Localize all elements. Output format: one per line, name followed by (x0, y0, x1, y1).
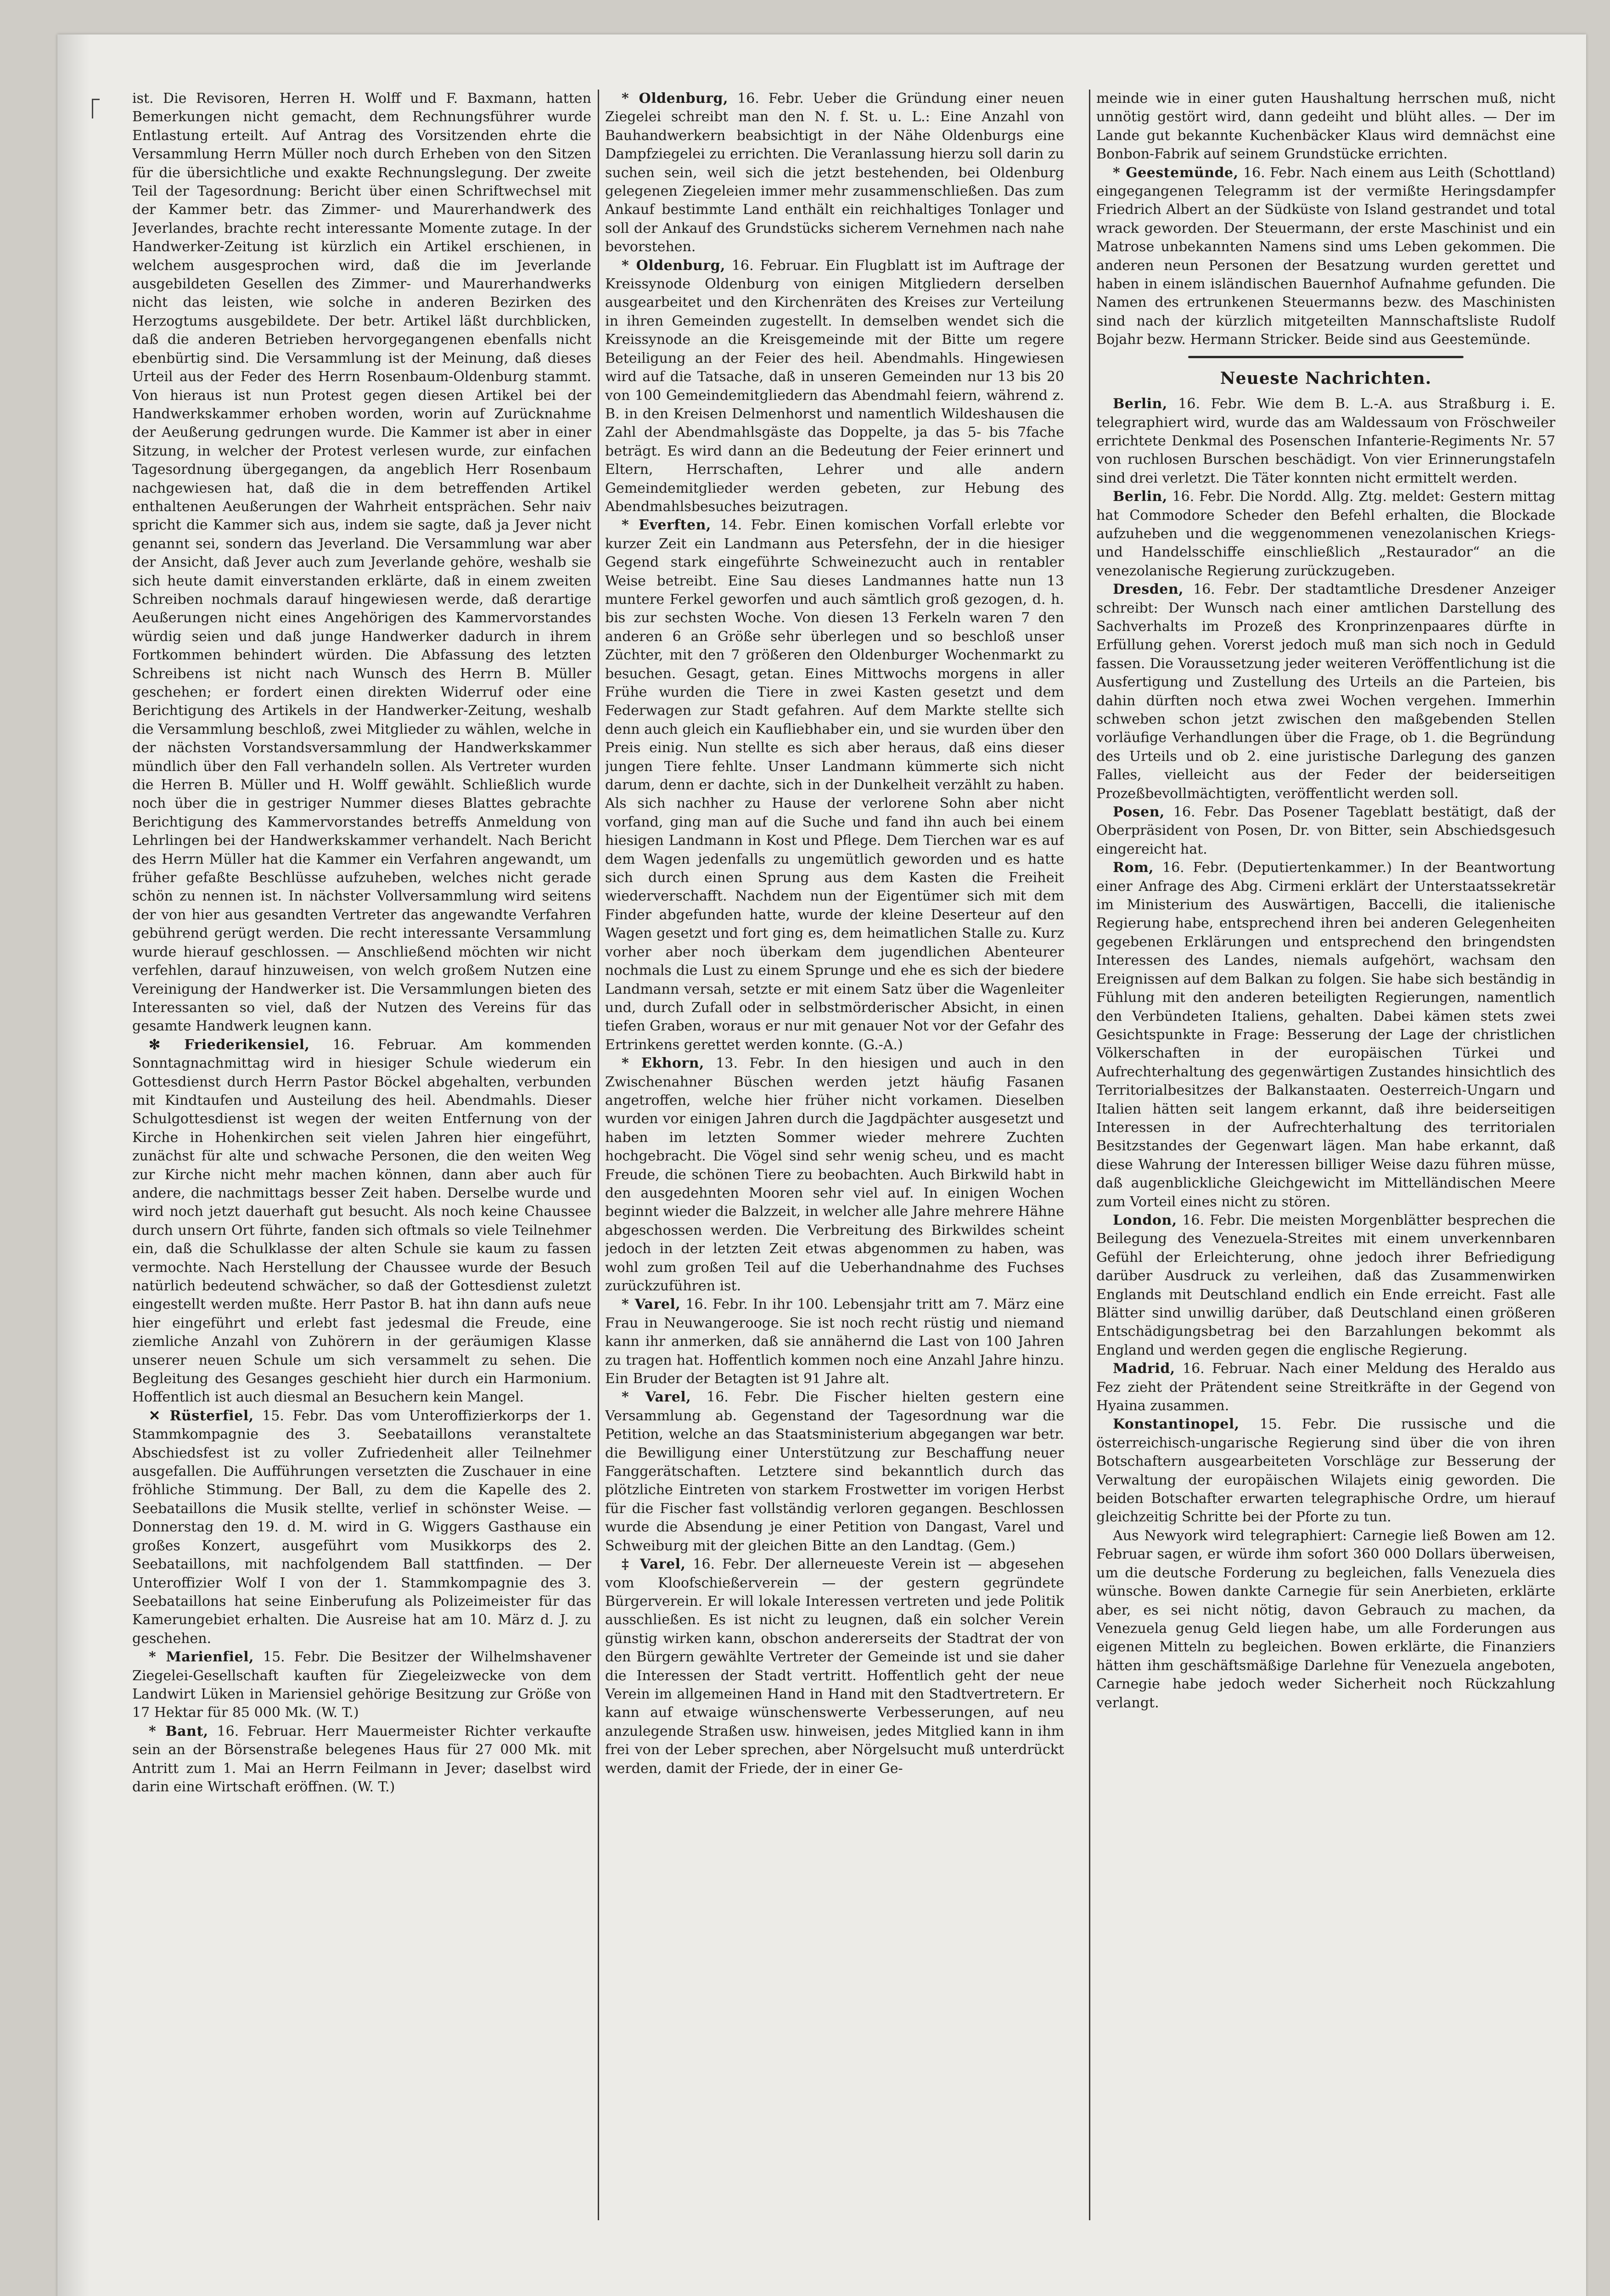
article-body: 14. Febr. Einen komischen Vorfall erlebte vor kurzer Zeit ein Landmann aus Petersfehn, der in die hiesiger Gegend stark eingeführte Schweinezucht auch in rentabler Weise betreibt. Eine Sau dieses Landmannes hatte nun 13 muntere Ferkel geworfen und auch sämtlich groß gezogen, d. h. bis zur sechsten Woche. Von diesen 13 Ferkeln waren 7 den anderen 6 an Größe sehr überlegen und so beschloß unser Züchter, mit den 7 größeren den Oldenburger Wochenmarkt zu besuchen. Gesagt, getan. Eines Mittwochs morgens in aller Frühe wurden die Tiere in zwei Kasten gesetzt und dem Federwagen zur Stadt gefahren. Auf dem Markte stellte sich denn auch gleich ein Kaufliebhaber ein, und sie wurden über den Preis einig. Nun stellte es sich aber heraus, daß eins dieser jungen Tiere fehlte. Unser Landmann kümmerte sich nicht darum, denn er dachte, sich in der Dunkelheit verzählt zu haben. Als sich nachher zu Hause der verlorene Sohn aber nicht vorfand, ging man auf die Suche und fand ihn auch bei einem hiesigen Landmann in Kost und Pflege. Dem Tierchen war es auf dem Wagen jedenfalls zu ungemütlich geworden und es hatte sich durch einen Sprung aus dem Kasten die Freiheit wiederverschafft. Nachdem nun der Eigentümer sich mit dem Finder abgefunden hatte, wurde der kleine Deserteur auf den Wagen gesetzt und fort ging es, dem heimatlichen Stalle zu. Kurz vorher aber noch überkam dem jugendlichen Abenteurer nochmals die Lust zu einem Sprunge und ehe es sich der biedere Landmann versah, setzte er mit einem Satz über die Wagenleiter und, durch Zufall oder in selbstmörderischer Absicht, in einen tiefen Graben, woraus er nur mit genauer Not vor der Gefahr des Ertrinkens gerettet werden konnte. (G.-A.) (605, 517, 1064, 1053)
article-body: 16. Febr. Die Fischer hielten gestern eine Versammlung ab. Gegenstand der Tagesordnung war die Petition, welche an das Staatsministerium abgegangen war betr. die Bewilligung einer Unterstützung zur Beschaffung neuer Fanggerätschaften. Letztere sind bekanntlich durch das plötzliche Eintreten von starkem Frostwetter im vorigen Herbst für die Fischer fast vollständig verloren gegangen. Beschlossen wurde die Absendung je einer Petition von Dangast, Varel und Schweiburg mit der gleichen Bitte an den Landtag. (Gem.) (605, 1389, 1064, 1554)
article-body: 16. Febr. Wie dem B. L.-A. aus Straßburg i. E. telegraphiert wird, wurde das am Waldessaum von Fröschweiler errichtete Denkmal des Posenschen Infanterie-Regiments Nr. 57 von ruchlosen Burschen beschädigt. Von vier Erinnerungstafeln sind drei verletzt. Die Täter konnten nicht ermittelt werden. (1096, 396, 1555, 486)
article-dateline: * Varel, (622, 1389, 691, 1406)
article-body: 16. Februar. Nach einer Meldung des Heraldo aus Fez zieht der Prätendent seine Streitkräfte in der Gegend von Hyaina zusammen. (1096, 1361, 1555, 1414)
article-paragraph (605, 1054, 1064, 1295)
article-paragraph (605, 257, 1064, 517)
article-paragraph (132, 1722, 591, 1797)
article-paragraph (1096, 580, 1555, 803)
article-dateline: * Marienfiel, (149, 1649, 254, 1666)
section-separator (1188, 356, 1464, 358)
article-paragraph (1096, 1415, 1555, 1526)
article-paragraph (605, 516, 1064, 1054)
article-dateline: * Oldenburg, (622, 257, 725, 274)
article-paragraph (132, 1648, 591, 1722)
article-paragraph (605, 1295, 1064, 1388)
crop-mark (92, 99, 100, 118)
article-body: 16. Febr. Nach einem aus Leith (Schottland) eingegangenen Telegramm ist der vermißte Heringsdampfer Friedrich Albert an der Südküste von Island gestrandet und total wrack geworden. Der Steuermann, der erste Maschinist und ein Matrose unbekannten Namens sind ums Leben gekommen. Die anderen neun Personen der Besatzung wurden gerettet und haben in einem isländischen Bauernhof Aufnahme gefunden. Die Namen des ertrunkenen Steuermanns bezw. des Maschinisten sind nach der kürzlich mitgeteilten Mannschaftsliste Rudolf Bojahr bezw. Hermann Stricker. Beide sind aus Geestemünde. (1096, 164, 1555, 348)
article-dateline: Dresden, (1113, 581, 1184, 598)
article-paragraph (605, 90, 1064, 257)
article-body: 16. Febr. Das Posener Tageblatt bestätigt, daß der Oberpräsident von Posen, Dr. von Bitter, sein Abschiedsgesuch eingereicht hat. (1096, 804, 1555, 857)
article-paragraph (132, 1407, 591, 1648)
article-body: 15. Febr. Die russische und die österreichisch-ungarische Regierung sind über die von ihren Botschaftern ausgearbeiteten Vorschläge zur Besserung der Verwaltung der europäischen Wilajets einig geworden. Die beiden Botschafter erwarten telegraphische Ordre, um hierauf gleichzeitig Schritte bei der Pforte zu tun. (1096, 1416, 1555, 1525)
article-body: 16. Februar. Ein Flugblatt ist im Auftrage der Kreissynode Oldenburg von einigen Mitgliedern derselben ausgearbeitet und den Kirchenräten des Kreises zur Verteilung in ihren Gemeinden zugestellt. In demselben wendet sich die Kreissynode an die Kreisgemeinde mit der Bitte um regere Beteiligung an der Feier des heil. Abendmahls. Hingewiesen wird auf die Tatsache, daß in unseren Gemeinden nur 13 bis 20 von 100 Gemeindemitgliedern das Abendmahl feiern, während z. B. in den Kreisen Delmenhorst und namentlich Wildeshausen die Zahl der Abendmahlsgäste das Doppelte, ja das 5- bis 7fache beträgt. Es wird dann an die Bedeutung der Feier erinnert und Eltern, Herrschaften, Lehrer und alle andern Gemeindemitglieder werden gebeten, zur Hebung des Abendmahlsbesuches beizutragen. (605, 257, 1064, 515)
article-body: 16. Febr. In ihr 100. Lebensjahr tritt am 7. März eine Frau in Neuwangerooge. Sie ist noch recht rüstig und niemand kann ihr anmerken, daß sie annähernd die Last von 100 Jahren zu tragen hat. Hoffentlich kommen noch eine Anzahl Jahre hinzu. Ein Bruder der Betagten ist 91 Jahre alt. (605, 1296, 1064, 1387)
article-dateline: * Bant, (149, 1723, 208, 1739)
article-body: 16. Februar. Am kommenden Sonntagnachmittag wird in hiesiger Schule wiederum ein Gottesdienst durch Herrn Pastor Böckel abgehalten, verbunden mit Kindtaufen und Austeilung des heil. Abendmahls. Dieser Schulgottesdienst ist wegen der weiten Entfernung von der Kirche in Hohenkirchen seit vielen Jahren hier eingeführt, zunächst für alte und schwache Personen, die den weiten Weg zur Kirche nicht mehr machen können, dann aber auch für andere, die nachmittags besser Zeit haben. Derselbe wurde und wird noch jetzt dauerhaft gut besucht. Als noch keine Chaussee durch unsern Ort führte, fanden sich oftmals so viele Teilnehmer ein, daß die Schulklasse der alten Schule sie kaum zu fassen vermochte. Nach Herstellung der Chaussee wurde der Besuch natürlich bedeutend schwächer, so daß der Gottesdienst zuletzt eingestellt werden mußte. Herr Pastor B. hat ihn dann aufs neue hier eingeführt und erlebt fast jedesmal die Freude, eine ziemliche Anzahl von Zuhörern in der geräumigen Klasse unserer neuen Schule um sich versammelt zu sehen. Die Begleitung des Gesanges geschieht hier durch ein Harmonium. Hoffentlich ist auch diesmal an Besuchern kein Mangel. (132, 1036, 591, 1406)
article-paragraph (1096, 395, 1555, 488)
article-dateline: * Oldenburg, (622, 90, 729, 107)
article-dateline: Berlin, (1113, 396, 1167, 412)
article-body: meinde wie in einer guten Haushaltung herrschen muß, nicht unnötig gestört wird, dann gedeiht und blüht alles. — Der im Lande gut bekannte Kuchenbäcker Klaus wird demnächst eine Bonbon-Fabrik auf seinem Grundstücke errichten. (1096, 90, 1555, 163)
article-body: Aus Newyork wird telegraphiert: Carnegie ließ Bowen am 12. Februar sagen, er würde ihm sofort 360 000 Dollars überweisen, um die deutsche Forderung zu begleichen, falls Venezuela dies wünsche. Bowen dankte Carnegie für sein Anerbieten, erklärte aber, es sei nicht nötig, davon Gebrauch zu machen, da Venezuela genug Geld liegen habe, um alle Forderungen aus eigenen Mitteln zu begleichen. Bowen erklärte, die Finanziers hätten ihm geschäftsmäßige Darlehne für Venezuela angeboten, Carnegie habe jedoch weder Sicherheit noch Rückzahlung verlangt. (1096, 1527, 1555, 1711)
article-paragraph (1096, 164, 1555, 349)
article-paragraph (1096, 1211, 1555, 1360)
article-dateline: London, (1113, 1212, 1177, 1228)
article-dateline: ✕ Rüsterfiel, (149, 1407, 254, 1424)
article-body: ist. Die Revisoren, Herren H. Wolff und F. Baxmann, hatten Bemerkungen nicht gemacht, dem Rechnungsführer wurde Entlastung erteilt. Auf Antrag des Vorsitzenden ehrte die Versammlung Herrn Müller noch durch Erheben von den Sitzen für die übersichtliche und exakte Rechnungslegung. Der zweite Teil der Tagesordnung: Bericht über einen Schriftwechsel mit der Kammer betr. das Zimmer- und Maurerhandwerk des Jeverlandes, brachte recht interessante Momente zutage. In der Handwerker-Zeitung ist kürzlich ein Artikel erschienen, in welchem ausgesprochen wird, daß die im Jeverlande ausgebildeten Gesellen des Zimmer- und Maurerhandwerks nicht das leisten, wie solche in anderen Bezirken des Herzogtums ausgebildete. Der betr. Artikel läßt durchblicken, daß die anderen Betrieben hervorgegangenen ebenfalls nicht ebenbürtig sind. Die Versammlung ist der Meinung, daß dieses Urteil aus der Feder des Herrn Rosenbaum-Oldenburg stammt. Von hieraus ist nun Protest gegen diesen Artikel bei der Handwerkskammer erhoben worden, worin auf Zurücknahme der Aeußerung gedrungen wurde. Die Kammer ist aber in einer Sitzung, in welcher der Protest verlesen wurde, zur einfachen Tagesordnung übergegangen, da angeblich Herr Rosenbaum nachgewiesen hat, daß die in dem betreffenden Artikel enthaltenen Aeußerungen der Wahrheit entsprächen. Sehr naiv spricht die Kammer sich aus, indem sie sagte, daß ja Jever nicht genannt sei, sondern das Jeverland. Die Versammlung war aber der Ansicht, daß Jever auch zum Jeverlande gehöre, weshalb sie sich heute damit einverstanden erklärte, daß in einem zweiten Schreiben nochmals darauf hingewiesen werde, daß derartige Aeußerungen nicht eines Angehörigen des Kammervorstandes würdig seien und daß junge Handwerker dadurch in ihrem Fortkommen behindert würden. Die Abfassung des letzten Schreibens ist nicht nach Wunsch des Herrn B. Müller geschehen; er fordert einen direkten Widerruf oder eine Berichtigung des Artikels in der Handwerker-Zeitung, weshalb die Versammlung beschloß, zwei Mitglieder zu wählen, welche in der nächsten Vorstandsversammlung der Handwerkskammer mündlich über den Fall verhandeln sollen. Als Vertreter wurden die Herren B. Müller und H. Wolff gewählt. Schließlich wurde noch über die in gestriger Nummer dieses Blattes gebrachte Berichtigung des Kammervorstandes betreffs Anmeldung von Lehrlingen bei der Handwerkskammer verhandelt. Nach Bericht des Herrn Müller hat die Kammer ein Verfahren angewandt, um früher gefaßte Beschlüsse aufzuheben, welches nicht gerade schön zu nennen ist. In nächster Vollversammlung wird seitens der von hier aus gesandten Vertreter das angewandte Verfahren gebührend gerügt werden. Die recht interessante Versammlung wurde hierauf geschlossen. — Anschließend möchten wir nicht verfehlen, darauf hinzuweisen, von welch großem Nutzen eine Vereinigung der Handwerker ist. Die Versammlungen bieten des Interessanten so viel, daß der Nutzen des Vereins für das gesamte Handwerk leugnen kann. (132, 90, 591, 1035)
article-body: 16. Febr. Der allerneueste Verein ist — abgesehen vom Kloofschießerverein — der gestern gegründete Bürgerverein. Er will lokale Interessen vertreten und jede Politik ausschließen. Es ist nicht zu leugnen, daß ein solcher Verein günstig wirken kann, obschon andererseits der Stadtrat der von den Bürgern gewählte Vertreter der Gemeinde ist und sie daher die Interessen der Stadt vertritt. Hoffentlich geht der neue Verein im allgemeinen Hand in Hand mit den Stadtvertretern. Er kann auf etwaige wünschenswerte Verbesserungen, auf neu anzulegende Straßen usw. hinweisen, jedes Mitglied kann in ihm frei von der Leber sprechen, aber Nörgelsucht muß unterdrückt werden, damit der Friede, der in einer Ge- (605, 1556, 1064, 1777)
article-body: 16. Febr. Die Nordd. Allg. Ztg. meldet: Gestern mittag hat Commodore Scheder den Befehl erhalten, die Blockade aufzuheben und die weggenommenen venezolanischen Kriegs- und Handelsschiffe einschließlich „Restaurador“ an die venezolanische Regierung zurückzugeben. (1096, 489, 1555, 579)
article-dateline: * Geestemünde, (1113, 164, 1239, 181)
article-paragraph (1096, 803, 1555, 859)
page-gutter-shadow (57, 34, 90, 2296)
article-paragraph (605, 1388, 1064, 1555)
article-paragraph (605, 1555, 1064, 1778)
article-dateline: Rom, (1113, 860, 1154, 876)
article-paragraph (132, 90, 591, 1036)
article-dateline: Konstantinopel, (1113, 1416, 1240, 1433)
article-dateline: * Ekhorn, (622, 1055, 704, 1072)
article-dateline: Berlin, (1113, 489, 1167, 505)
article-dateline: ‡ Varel, (622, 1556, 686, 1573)
column-rule (1089, 90, 1090, 2220)
article-dateline: * Varel, (622, 1296, 681, 1313)
article-paragraph (1096, 90, 1555, 164)
column-rule (598, 90, 599, 2220)
section-heading: Neueste Nachrichten. (1220, 368, 1432, 388)
article-body: 16. Febr. Ueber die Gründung einer neuen Ziegelei schreibt man den N. f. St. u. L.: Eine Anzahl von Bauhandwerkern beabsichtigt in der Nähe Oldenburgs eine Dampfziegelei zu errichten. Die Veranlassung hierzu soll darin zu suchen sein, weil sich die jetzt bestehenden, bei Oldenburg gelegenen Ziegeleien immer mehr zusammenschließen. Das zum Ankauf bestimmte Land enthält ein reichhaltiges Tonlager und soll der Ankauf des Grundstücks sicherem Vernehmen nach nahe bevorstehen. (605, 90, 1064, 255)
text-column-1 (132, 90, 591, 2211)
text-column-3 (1096, 90, 1555, 2211)
article-dateline: * Everften, (622, 517, 711, 534)
article-body: 16. Februar. Herr Mauermeister Richter verkaufte sein an der Börsenstraße belegenes Haus für 27 000 Mk. mit Antritt zum 1. Mai an Herrn Feilmann in Jever; daselbst wird darin eine Wirtschaft eröffnen. (W. T.) (132, 1723, 591, 1795)
article-body: 16. Febr. (Deputiertenkammer.) In der Beantwortung einer Anfrage des Abg. Cirmeni erklärt der Unterstaatssekretär im Ministerium des Auswärtigen, Baccelli, die italienische Regierung habe, entsprechend ihren bei anderen Gelegenheiten gegebenen Erklärungen und entsprechend den bringendsten Interessen des Landes, niemals aufgehört, wachsam den Ereignissen auf dem Balkan zu folgen. Sie habe sich beständig in Fühlung mit den anderen beteiligten Regierungen, namentlich den Verbündeten Italiens, gehalten. Dabei kämen stets zwei Gesichtspunkte in Frage: Besserung der Lage der christlichen Völkerschaften in der europäischen Türkei und Aufrechterhaltung des gegenwärtigen Zustandes hinsichtlich des Territorialbesitzes der Balkanstaaten. Oesterreich-Ungarn und Italien hätten seit langem erkannt, daß ihre beiderseitigen Interessen in der Aufrechterhaltung des territorialen Besitzstandes der Gegenwart lägen. Man habe erkannt, daß diese Wahrung der Interessen billiger Weise dazu führen müsse, daß augenblickliche Gleichgewicht im Mittelländischen Meere zum Vorteil eines nicht zu stören. (1096, 860, 1555, 1210)
article-body: 16. Febr. Der stadtamtliche Dresdener Anzeiger schreibt: Der Wunsch nach einer amtlichen Darstellung des Sachverhalts im Prozeß des Kronprinzenpaares dürfte in Erfüllung gehen. Vorerst jedoch muß man sich noch in Geduld fassen. Die Voraussetzung jeder weiteren Veröffentlichung ist die Ausfertigung und Zustellung des Urteils an die Parteien, bis dahin dürften noch etwa zwei Wochen vergehen. Immerhin schweben schon jetzt zwischen den maßgebenden Stellen vorläufige Verhandlungen über die Frage, ob 1. die Begründung des Urteils und ob 2. eine juristische Darlegung des ganzen Falles, vielleicht aus der Feder der beiderseitigen Prozeßbevollmächtigten, veröffentlicht werden soll. (1096, 581, 1555, 802)
article-dateline: ✻ Friederikensiel, (149, 1036, 310, 1053)
article-paragraph (1096, 1527, 1555, 1712)
article-body: 15. Febr. Die Besitzer der Wilhelmshavener Ziegelei-Gesellschaft kauften für Ziegeleizwecke von dem Landwirt Lüken in Mariensiel gehörige Besitzung zur Größe von 17 Hektar für 85 000 Mk. (W. T.) (132, 1649, 591, 1721)
text-column-2 (605, 90, 1064, 2211)
article-paragraph (1096, 488, 1555, 580)
article-paragraph (132, 1036, 591, 1407)
article-dateline: Posen, (1113, 804, 1165, 821)
article-body: 16. Febr. Die meisten Morgenblätter besprechen die Beilegung des Venezuela-Streites mit einem unverkennbaren Gefühl der Erleichterung, ohne jedoch ihrer Befriedigung darüber Ausdruck zu verleihen, daß das Zusammenwirken Englands mit Deutschland endlich ein Ende erreicht. Fast alle Blätter sind unwillig darüber, daß Deutschland einen größeren Entschädigungsbetrag bei den Barzahlungen bekommt als England und werden gegen die englische Regierung. (1096, 1212, 1555, 1358)
article-body: 15. Febr. Das vom Unteroffizierkorps der 1. Stammkompagnie des 3. Seebataillons veranstaltete Abschiedsfest ist zu voller Zufriedenheit aller Teilnehmer ausgefallen. Die Aufführungen versetzten die Zuschauer in eine fröhliche Stimmung. Der Ball, zu dem die Kapelle des 2. Seebataillons die Musik stellte, verlief in schönster Weise. — Donnerstag den 19. d. M. wird in G. Wiggers Gasthause ein großes Konzert, ausgeführt vom Musikkorps des 2. Seebataillons, mit nachfolgendem Ball stattfinden. — Der Unteroffizier Wolf I von der 1. Stammkompagnie des 3. Seebataillons hat seine Einberufung als Polizeimeister für das Kamerungebiet erhalten. Die Ausreise hat am 10. März d. J. zu geschehen. (132, 1407, 591, 1647)
article-paragraph (1096, 1360, 1555, 1415)
article-dateline: Madrid, (1113, 1361, 1175, 1377)
article-paragraph (1096, 859, 1555, 1211)
article-body: 13. Febr. In den hiesigen und auch in den Zwischenahner Büschen werden jetzt häufig Fasanen angetroffen, welche hier früher nicht vorkamen. Dieselben wurden vor einigen Jahren durch die Jagdpächter ausgesetzt und haben im letzten Sommer wieder mehrere Zuchten hochgebracht. Die Vögel sind sehr wenig scheu, und es macht Freude, die schönen Tiere zu beobachten. Auch Birkwild habt in den ausgedehnten Mooren sehr viel auf. In einigen Wochen beginnt wieder die Balzzeit, in welcher alle Jahre mehrere Hähne abgeschossen werden. Die Verbreitung des Birkwildes scheint jedoch in der letzten Zeit etwas abgenommen zu haben, was wohl zum großen Teil auf die Ueberhandnahme des Fuchses zurückzuführen ist. (605, 1055, 1064, 1294)
